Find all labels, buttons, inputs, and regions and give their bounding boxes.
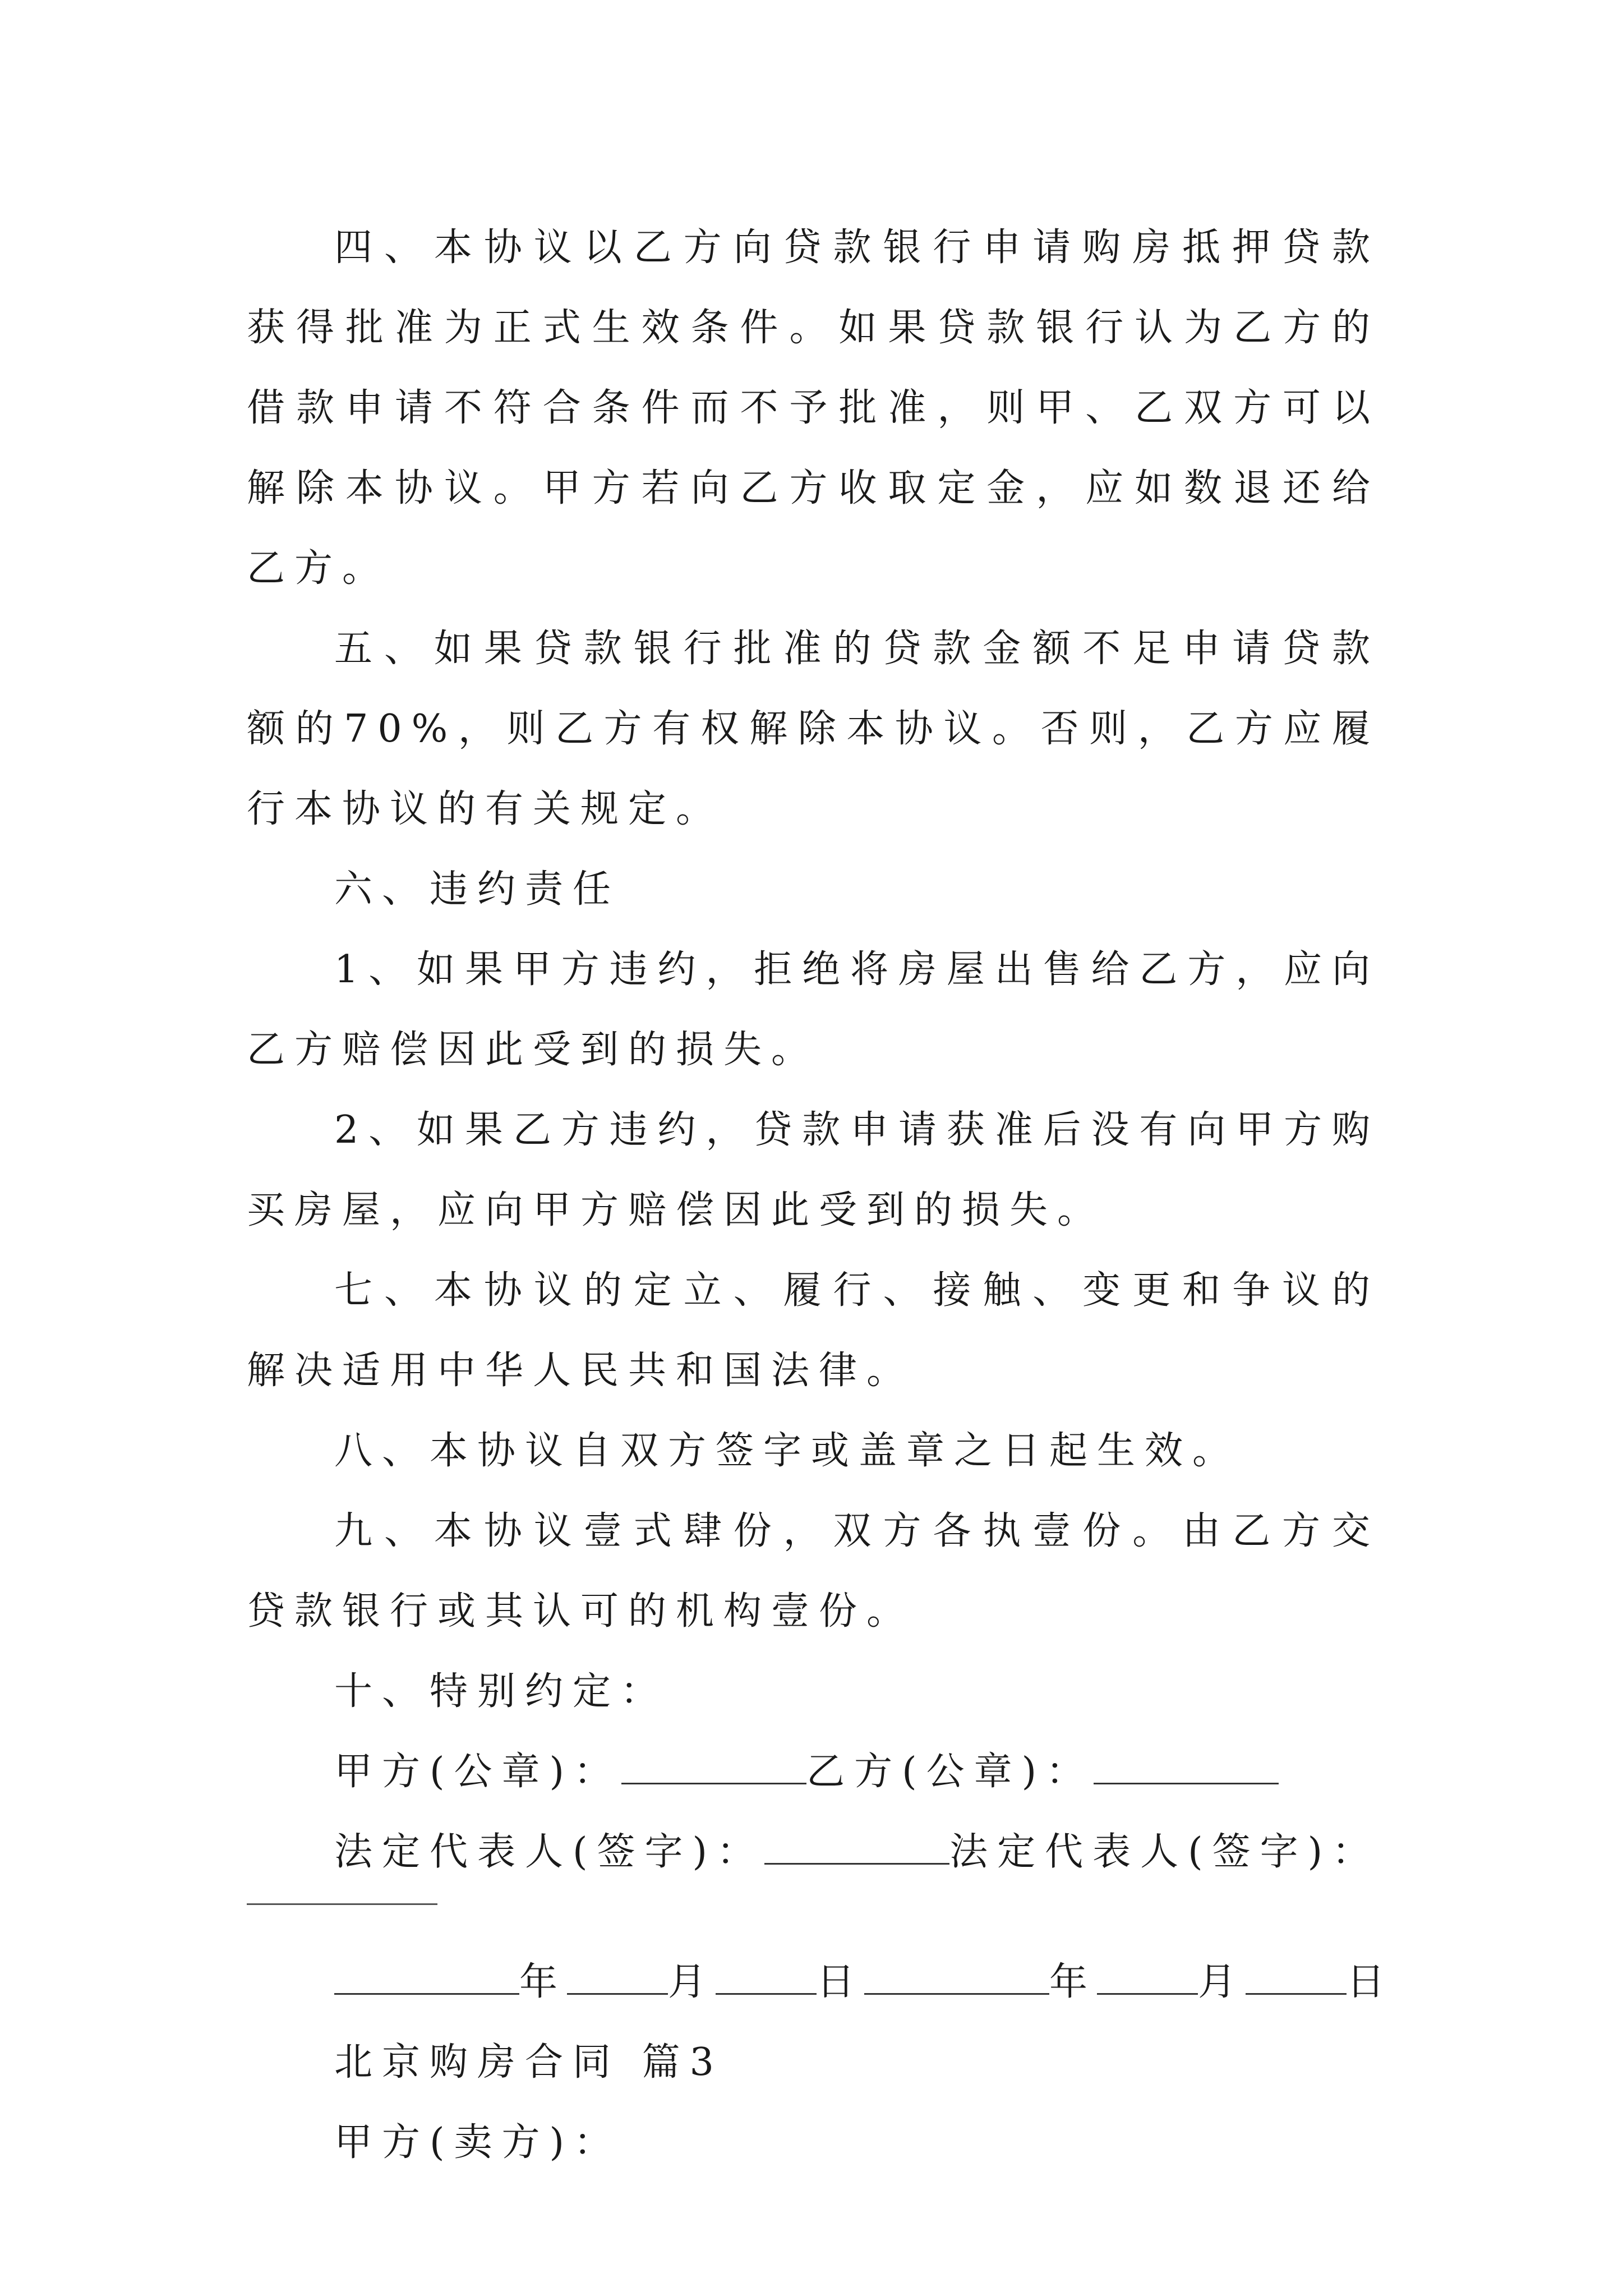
clause-7: 七、本协议的定立、履行、接触、变更和争议的解决适用中华人民共和国法律。 [247,1268,1380,1393]
clause-8: 八、本协议自双方签字或盖章之日起生效。 [334,1429,1241,1473]
document-body [247,208,1395,2183]
party-b-seal-blank [1094,1749,1279,1784]
date-a-month: 月 [668,1960,716,2004]
next-section-party: 甲方(卖方)： [334,2120,622,2165]
party-b-rep-label: 法定代表人(签字)： [949,1830,1380,1874]
clause-6-heading: 六、违约责任 [334,867,621,912]
party-a-rep-blank [764,1829,949,1865]
party-b-rep-blank [247,1903,437,1905]
date-b-year-blank [864,1959,1049,1995]
date-a-day-blank [716,1959,817,1995]
date-a-year-blank [334,1959,519,1995]
next-section-title: 北京购房合同 篇3 [334,2040,723,2085]
clause-6-item-1: 1、如果甲方违约，拒绝将房屋出售给乙方，应向乙方赔偿因此受到的损失。 [247,947,1380,1072]
date-a-month-blank [567,1959,668,1995]
date-a-day: 日 [817,1960,865,2004]
clause-9: 九、本协议壹式肆份，双方各执壹份。由乙方交贷款银行或其认可的机构壹份。 [247,1509,1380,1634]
clause-6-item-2: 2、如果乙方违约，贷款申请获准后没有向甲方购买房屋，应向甲方赔偿因此受到的损失。 [247,1108,1380,1232]
party-a-seal-blank [621,1749,806,1784]
date-b-year: 年 [1049,1960,1098,2004]
date-b-month: 月 [1198,1960,1246,2004]
date-b-day-blank [1246,1959,1347,1995]
date-b-month-blank [1097,1959,1198,1995]
clause-4: 四、本协议以乙方向贷款银行申请购房抵押贷款获得批准为正式生效条件。如果贷款银行认为乙方的借款申请不符合条件而不予批准，则甲、乙双方可以解除本协议。甲方若向乙方收取定金，应如数退还给乙方。 [247,226,1380,591]
date-b-day: 日 [1347,1960,1395,2004]
party-a-rep-label: 法定代表人(签字)： [334,1830,765,1874]
clause-10: 十、特别约定： [334,1669,668,1714]
date-line [247,1942,1395,2022]
seal-line [247,1732,1380,1812]
party-b-seal-label: 乙方(公章)： [806,1750,1094,1794]
clause-5: 五、如果贷款银行批准的贷款金额不足申请贷款额的70%，则乙方有权解除本协议。否则，乙方应履行本协议的有关规定。 [247,627,1380,831]
date-a-year: 年 [519,1960,568,2004]
party-a-seal-label: 甲方(公章)： [334,1750,622,1794]
representative-line [247,1812,1380,1892]
